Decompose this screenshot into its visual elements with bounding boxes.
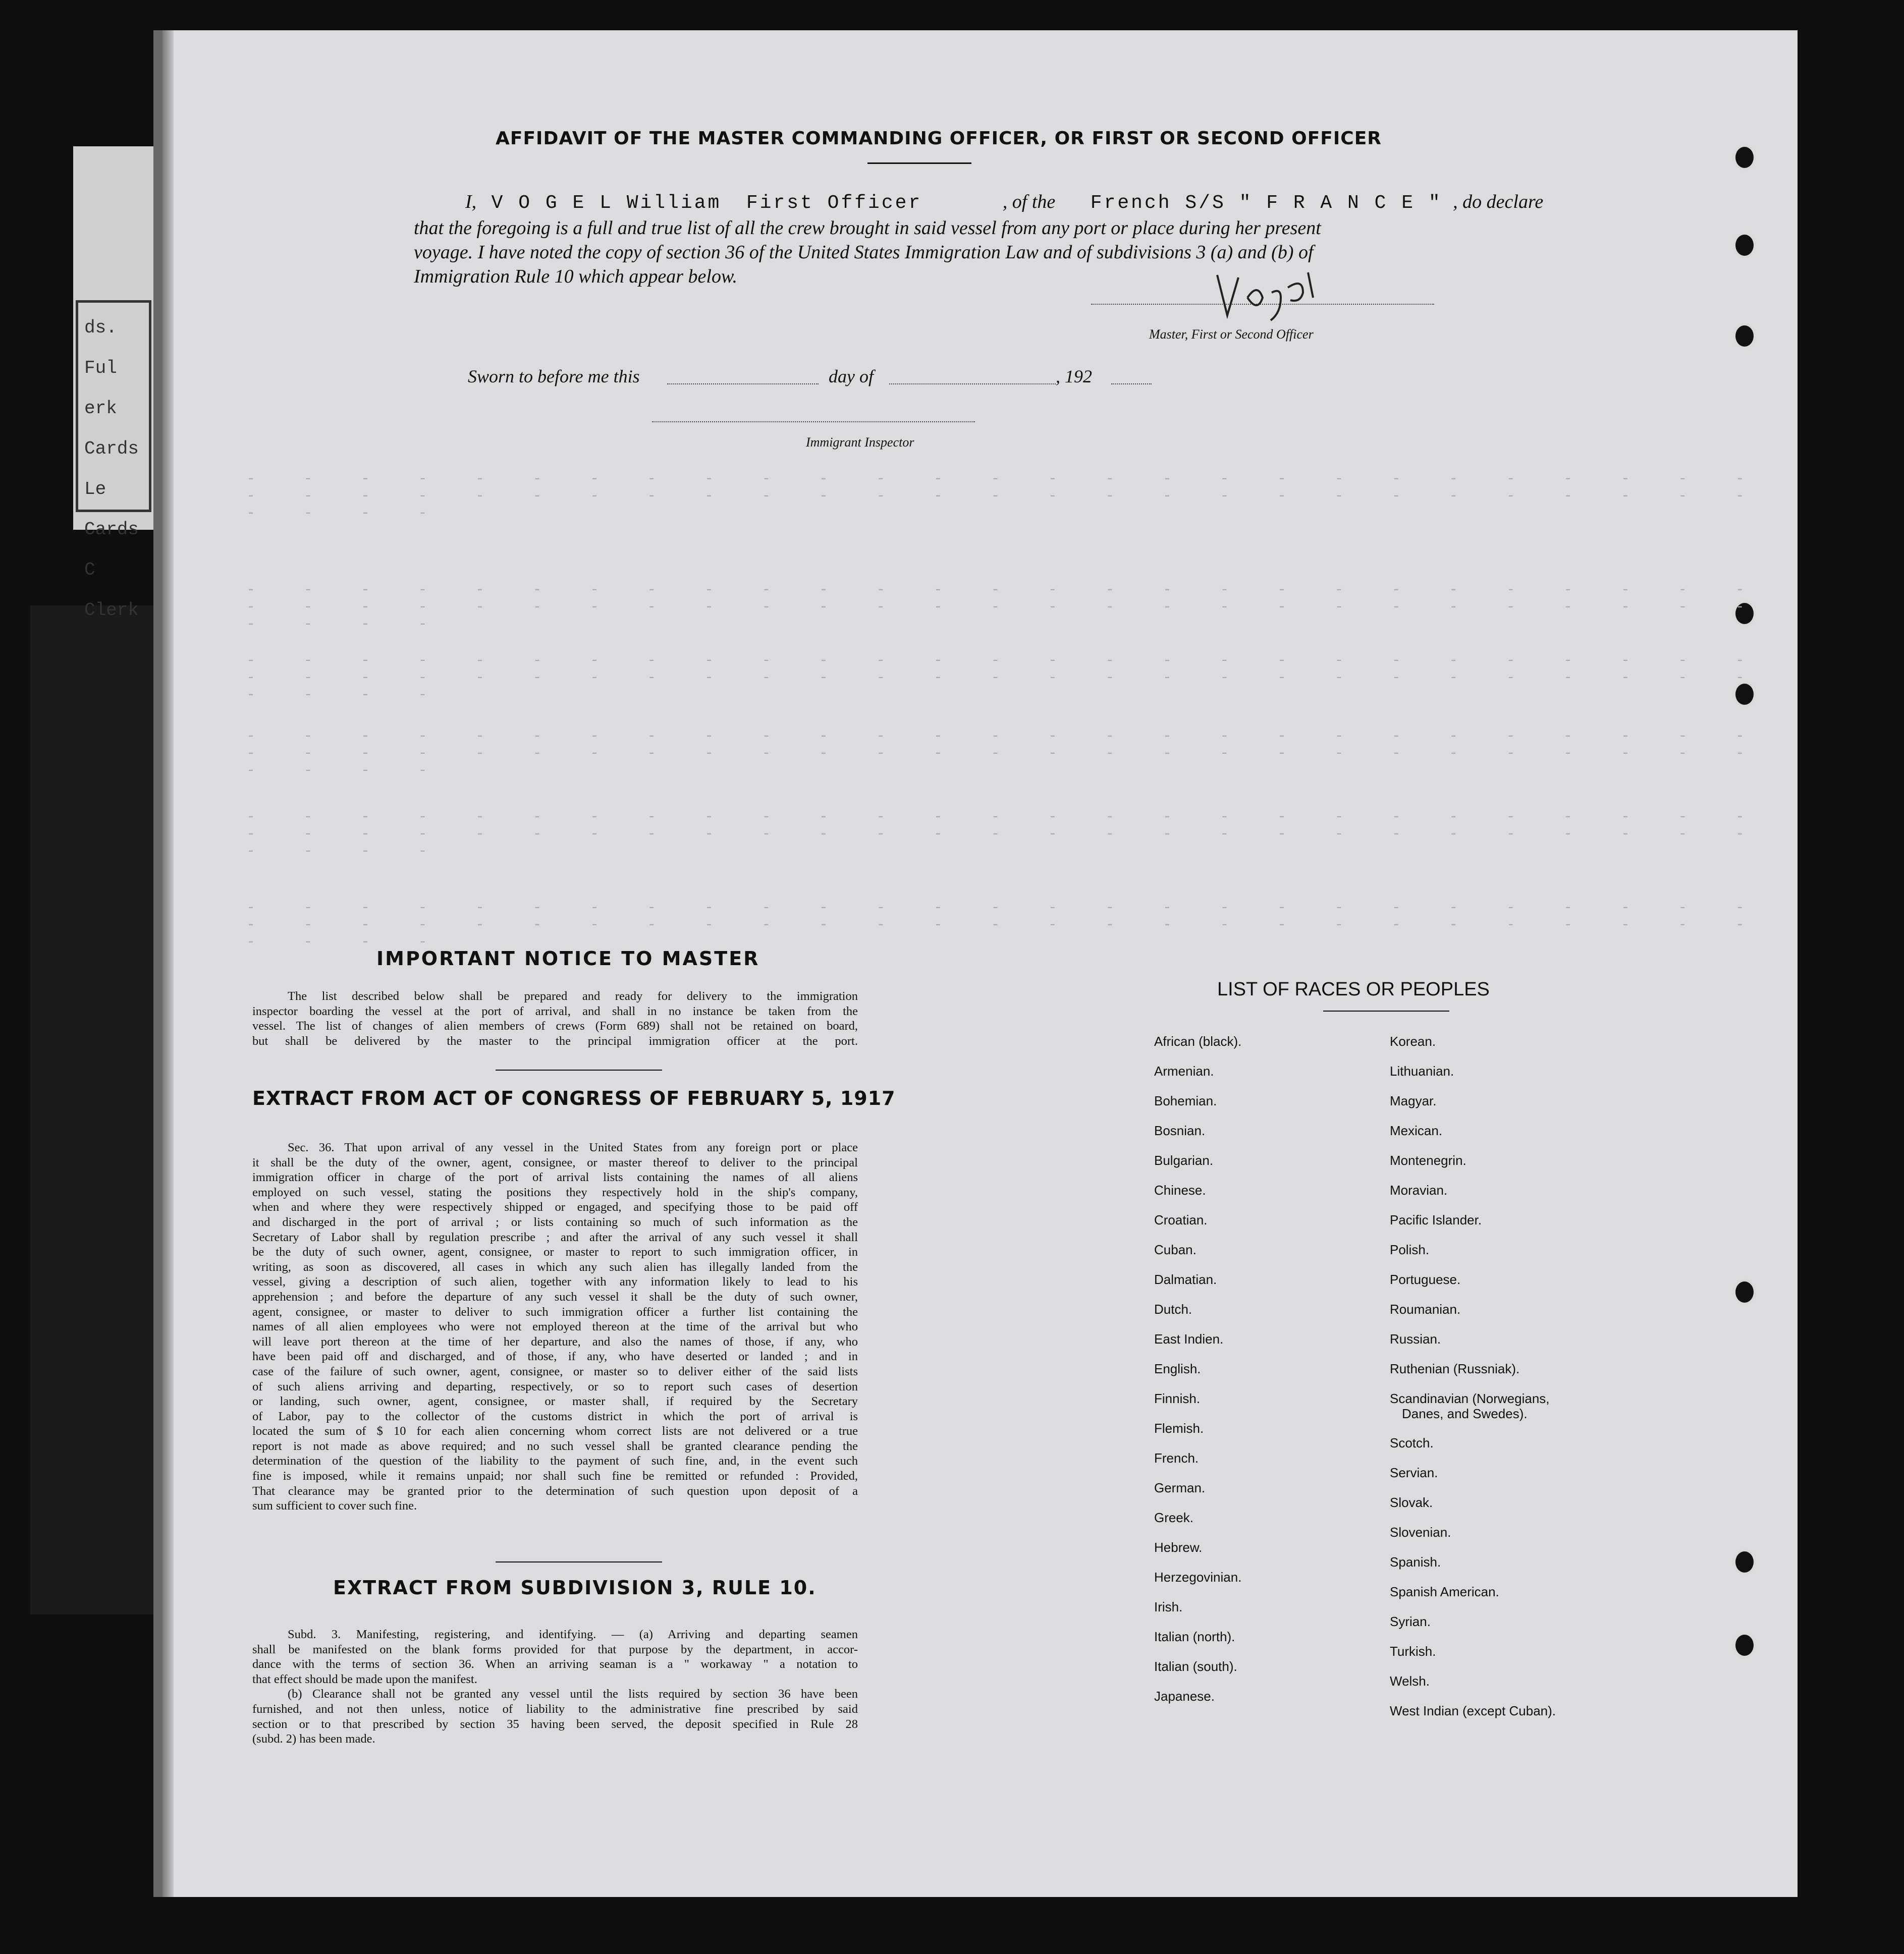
sworn-day-line (667, 383, 819, 384)
rule-extract-body (252, 1627, 858, 1747)
binder-hole (1733, 1549, 1756, 1575)
binder-hole (1733, 144, 1756, 171)
stamp-line: Cards Le (84, 438, 139, 499)
notice-body (252, 989, 858, 1048)
binder-hole (1733, 1279, 1756, 1305)
act-line: of such aliens arriving and departing, respectively, or so to report such cases of desertion (252, 1379, 858, 1393)
stamp-line: Cards C (84, 519, 139, 580)
binder-hole (1733, 232, 1756, 258)
act-line: case of the failure of such owner, agent, consignee, or master so to deliver either of the said lists (252, 1364, 858, 1378)
officer-signature (1212, 267, 1323, 323)
race-item: Irish. (1154, 1599, 1183, 1614)
race-item: Chinese. (1154, 1183, 1206, 1198)
race-item: Russian. (1390, 1331, 1441, 1347)
race-item: Portuguese. (1390, 1272, 1461, 1287)
race-item: Dutch. (1154, 1302, 1192, 1317)
faint-dashes: - - - - - - - - - - - - - - - - - - - - - - - - - - - - - - - - - - - - - - - - - - - - - - - - - - - - - - - - - - (248, 727, 1767, 777)
affidavit-line-3: voyage. I have noted the copy of section 36 of the United States Immigration Law and of subdivisions 3 (a) and (b) of (414, 242, 1314, 263)
partial-stamp (76, 300, 151, 621)
document-page (162, 30, 1798, 1897)
race-item: West Indian (except Cuban). (1390, 1703, 1556, 1718)
races-title: LIST OF RACES OR PEOPLES (1217, 979, 1490, 1000)
notice-line: vessel. The list of changes of alien members of crews (Form 689) shall not be retained on board, (252, 1019, 858, 1033)
affidavit-line-1 (465, 191, 1543, 214)
race-item: Turkish. (1390, 1644, 1436, 1659)
races-underline (1323, 1011, 1449, 1012)
race-item: Japanese. (1154, 1689, 1215, 1704)
race-item: Mexican. (1390, 1123, 1443, 1138)
race-item: Italian (south). (1154, 1659, 1237, 1674)
act-line: sum sufficient to cover such fine. (252, 1499, 417, 1513)
act-line: it shall be the duty of the owner, agent, consignee, or master thereof to deliver to the principal (252, 1155, 858, 1169)
race-item: French. (1154, 1450, 1199, 1466)
rule-line: shall be manifested on the blank forms provided for that purpose by the department, in accor- (252, 1642, 858, 1656)
race-item: Spanish American. (1390, 1584, 1499, 1599)
faint-dashes: - - - - - - - - - - - - - - - - - - - - - - - - - - - - - - - - - - - - - - - - - - - - - - - - - - - - - - - - - - (248, 580, 1767, 631)
race-item: Bosnian. (1154, 1123, 1206, 1138)
binder-hole (1733, 1632, 1756, 1658)
race-item: Syrian. (1390, 1614, 1431, 1629)
sworn-label: Sworn to before me this (468, 366, 640, 386)
race-item: German. (1154, 1480, 1206, 1495)
notice-line: The list described below shall be prepared and ready for delivery to the immigration (288, 989, 858, 1003)
stamp-line: ds. Ful (84, 317, 117, 378)
year-label: , 192 (1056, 366, 1092, 386)
race-item: Spanish. (1390, 1554, 1441, 1570)
affidavit-line-2: that the foregoing is a full and true list of all the crew brought in said vessel from any port or place during her present (414, 217, 1321, 239)
act-line: or landing, such owner, agent, consignee, or master shall, if required by the Secretary (252, 1394, 858, 1409)
affidavit-line-4: Immigration Rule 10 which appear below. (414, 266, 738, 287)
race-item: Pacific Islander. (1390, 1212, 1482, 1227)
section-divider (496, 1561, 662, 1562)
do-declare-label: , do declare (1453, 191, 1544, 212)
race-item: Armenian. (1154, 1064, 1214, 1079)
race-item: Slovak. (1390, 1495, 1433, 1510)
race-item: Magyar. (1390, 1093, 1437, 1108)
race-item: Korean. (1390, 1034, 1436, 1049)
affidavit-prefix: I, (465, 191, 477, 212)
race-item: Croatian. (1154, 1212, 1208, 1227)
act-line: That clearance may be granted prior to the determination of such question upon deposit of a (252, 1484, 858, 1498)
race-item: Ruthenian (Russniak). (1390, 1361, 1520, 1376)
act-line: Secretary of Labor shall by regulation prescribe ; and after the arrival of any such vessel it shall (252, 1230, 858, 1244)
rule-line: furnished, and not then unless, notice of liability to the administrative fine prescribed by said (252, 1702, 858, 1716)
act-line: have been paid off and discharged, and of those, if any, who have deserted or landed ; and in (252, 1350, 858, 1364)
race-item: Flemish. (1154, 1421, 1204, 1436)
notice-line: inspector boarding the vessel at the port of arrival, and shall in no instance be taken from the (252, 1004, 858, 1018)
race-item: Italian (north). (1154, 1629, 1235, 1644)
race-item: Scotch. (1390, 1435, 1434, 1450)
underlying-dark-edge (30, 605, 161, 1614)
race-item: Servian. (1390, 1465, 1438, 1480)
act-line: employed on such vessel, stating the positions they respectively hold in the ship's company, (252, 1185, 858, 1199)
act-line: and discharged in the port of arrival ; or lists containing so much of such information as the (252, 1215, 858, 1229)
act-line: located the sum of $ 10 for each alien concerning whom correct lists are not delivered or a true (252, 1424, 858, 1438)
act-line: report is not made as above required; and no such vessel shall be granted clearance pending the (252, 1439, 858, 1453)
stamp-line: Clerk (84, 600, 139, 621)
race-item: Cuban. (1154, 1242, 1196, 1257)
faint-dashes: - - - - - - - - - - - - - - - - - - - - - - - - - - - - - - - - - - - - - - - - - - - - - - - - - - - - - - - - - - (248, 469, 1767, 520)
race-item-continued: Danes, and Swedes). (1402, 1406, 1528, 1421)
race-item: Finnish. (1154, 1391, 1201, 1406)
race-item: Welsh. (1390, 1673, 1430, 1689)
rule-line: that effect should be made upon the manifest. (252, 1672, 477, 1686)
signature-title: Master, First or Second Officer (1149, 327, 1314, 342)
act-line: apprehension ; and before the departure of any such vessel it shall be the duty of such owner, (252, 1290, 858, 1304)
faint-dashes: - - - - - - - - - - - - - - - - - - - - - - - - - - - - - - - - - - - - - - - - - - - - - - - - - - - - - - - - - - (248, 807, 1767, 858)
race-item: Bulgarian. (1154, 1153, 1214, 1168)
act-line: be the duty of such owner, agent, consignee, or master to report to such immigration officer, in (252, 1245, 858, 1259)
act-line: Sec. 36. That upon arrival of any vessel in the United States from any foreign port or place (288, 1141, 858, 1154)
act-line: agent, consignee, or master to deliver to such immigration officer a further list containing the (252, 1305, 858, 1319)
race-item: Hebrew. (1154, 1540, 1203, 1555)
race-item: Dalmatian. (1154, 1272, 1217, 1287)
rule-line: dance with the terms of section 36. When an arriving seaman is a " workaway " a notation to (252, 1657, 858, 1671)
race-item: Polish. (1390, 1242, 1430, 1257)
day-of-label: day of (829, 366, 874, 386)
notice-title: IMPORTANT NOTICE TO MASTER (376, 947, 760, 970)
act-line: vessel, giving a description of such alien, together with any information likely to lead to his (252, 1275, 858, 1289)
rule-line: section or to that prescribed by section 35 having been served, the deposit specified in Rule 28 (252, 1717, 858, 1731)
vessel-name: French S/S " F R A N C E " (1090, 192, 1442, 214)
races-right-column (1390, 1027, 1556, 1726)
officer-rank: First Officer (746, 192, 922, 214)
title-underline (867, 162, 971, 164)
act-line: writing, as soon as discovered, all cases in which any such alien has illegally landed from the (252, 1260, 858, 1274)
race-item: Roumanian. (1390, 1302, 1461, 1317)
faint-dashes: - - - - - - - - - - - - - - - - - - - - - - - - - - - - - - - - - - - - - - - - - - - - - - - - - - - - - - - - - - (248, 651, 1767, 702)
of-the-label: , of the (1002, 191, 1056, 212)
sworn-month-line (889, 383, 1056, 384)
affidavit-title: AFFIDAVIT OF THE MASTER COMMANDING OFFICER, OR FIRST OR SECOND OFFICER (496, 128, 1382, 149)
rule-line: (b) Clearance shall not be granted any vessel until the lists required by section 36 have been (288, 1687, 858, 1701)
act-line: immigration officer in charge of the port of arrival lists containing the names of all aliens (252, 1170, 858, 1185)
stamp-line: erk (84, 398, 117, 419)
race-item: Slovenian. (1390, 1525, 1451, 1540)
faint-dashes: - - - - - - - - - - - - - - - - - - - - - - - - - - - - - - - - - - - - - - - - - - - - - - - - - - - - - - - - - - (248, 898, 1767, 949)
section-divider (496, 1070, 662, 1071)
inspector-label: Immigrant Inspector (806, 435, 914, 450)
race-item: English. (1154, 1361, 1201, 1376)
race-item: Lithuanian. (1390, 1064, 1454, 1079)
race-item: Greek. (1154, 1510, 1194, 1525)
act-extract-title: EXTRACT FROM ACT OF CONGRESS OF FEBRUARY 5, 1917 (252, 1087, 896, 1109)
rule-line: (subd. 2) has been made. (252, 1732, 375, 1746)
page-fold-shadow (162, 30, 174, 1897)
act-line: fine is imposed, while it remains unpaid; nor shall such fine be remitted or refunded : Provided, (252, 1469, 858, 1483)
act-line: of Labor, pay to the collector of the customs district in which the port of arrival is (252, 1409, 858, 1423)
race-item: Herzegovinian. (1154, 1570, 1242, 1585)
race-item: Moravian. (1390, 1183, 1448, 1198)
races-left-column (1154, 1027, 1241, 1711)
act-line: when and where they were respectively shipped or engaged, and specifying those to be paid off (252, 1200, 858, 1214)
race-item: African (black). (1154, 1034, 1242, 1049)
act-line: determination of the question of the liability to the payment of such fine, and, in the event such (252, 1454, 858, 1468)
act-line: will leave port thereon at the time of her departure, and also the names of those, if any, who (252, 1334, 858, 1349)
race-item: Montenegrin. (1390, 1153, 1466, 1168)
rule-line: Subd. 3. Manifesting, registering, and identifying. — (a) Arriving and departing seamen (288, 1628, 858, 1641)
sworn-year-line (1111, 383, 1152, 384)
rule-extract-title: EXTRACT FROM SUBDIVISION 3, RULE 10. (333, 1577, 817, 1599)
race-item: Scandinavian (Norwegians, (1390, 1391, 1550, 1406)
act-line: names of all alien employees who were not employed thereon at the time of the arrival but who (252, 1320, 858, 1334)
officer-name: V O G E L William (491, 192, 722, 214)
inspector-signature-line (652, 421, 975, 422)
act-extract-body (252, 1140, 858, 1514)
race-item: Bohemian. (1154, 1093, 1217, 1108)
binder-hole (1733, 323, 1756, 349)
notice-line: but shall be delivered by the master to the principal immigration officer at the port. (252, 1034, 858, 1048)
race-item: East Indien. (1154, 1331, 1224, 1347)
